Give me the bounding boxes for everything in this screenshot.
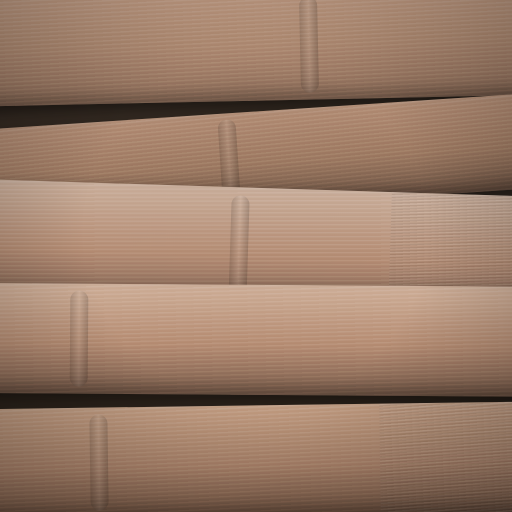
stalk-node bbox=[299, 0, 319, 93]
bamboo-stalk-bottom bbox=[0, 400, 512, 512]
stalk-node bbox=[70, 290, 89, 387]
bamboo-stalk-top bbox=[0, 0, 512, 107]
bamboo-stalk-middle bbox=[0, 283, 512, 398]
stalk-node bbox=[89, 414, 108, 511]
stalk-grain bbox=[0, 0, 512, 107]
broom-fibers bbox=[379, 400, 512, 512]
